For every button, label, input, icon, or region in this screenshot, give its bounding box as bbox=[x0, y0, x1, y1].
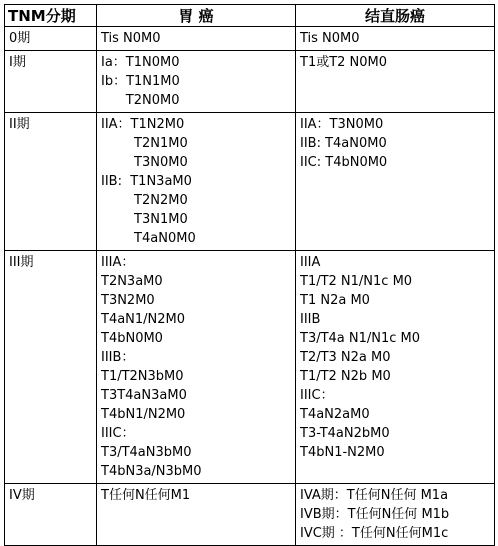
stage-cell bbox=[5, 113, 97, 251]
colorectal-line: IIA：T3N0M0 bbox=[300, 117, 384, 132]
gastric-line: T2N2M0 bbox=[101, 193, 188, 208]
gastric-line: T3N1M0 bbox=[101, 212, 188, 227]
colorectal-line: IIIB bbox=[300, 312, 321, 327]
gastric-line: IIB: T1N3aM0 bbox=[101, 174, 192, 189]
tnm-staging-table bbox=[4, 4, 495, 546]
colorectal-line: T2/T3 N2a M0 bbox=[300, 350, 391, 365]
gastric-line: T4aN0M0 bbox=[101, 231, 196, 246]
colorectal-line: T3/T4a N1/N1c M0 bbox=[300, 331, 421, 346]
colorectal-line: IVB期：T任何N任何 M1b bbox=[300, 507, 450, 522]
gastric-line: T3T4aN3aM0 bbox=[101, 388, 187, 403]
gastric-line: IIIC： bbox=[101, 426, 135, 441]
gastric-line: Ib：T1N1M0 bbox=[101, 74, 180, 89]
colorectal-line: T3-T4aN2bM0 bbox=[300, 426, 390, 441]
colorectal-line: T1或T2 N0M0 bbox=[300, 55, 388, 70]
stage-cell bbox=[5, 51, 97, 113]
colorectal-line: IIC: T4bN0M0 bbox=[300, 155, 388, 170]
gastric-cell bbox=[97, 51, 296, 113]
gastric-line: Ia：T1N0M0 bbox=[101, 55, 180, 70]
header-row bbox=[5, 5, 495, 27]
colorectal-line: IIIC： bbox=[300, 388, 334, 403]
table-row bbox=[5, 251, 495, 484]
gastric-line: T2N3aM0 bbox=[101, 274, 163, 289]
gastric-cell bbox=[97, 251, 296, 484]
gastric-line: T4bN3a/N3bM0 bbox=[101, 464, 202, 479]
header-gastric: 胃 癌 bbox=[97, 5, 296, 27]
colorectal-cell bbox=[296, 251, 495, 484]
table-row bbox=[5, 27, 495, 51]
stage-label: II期 bbox=[9, 117, 30, 132]
gastric-line: T2N0M0 bbox=[101, 93, 180, 108]
gastric-line: T1/T2N3bM0 bbox=[101, 369, 184, 384]
gastric-cell bbox=[97, 27, 296, 51]
gastric-line: IIIA： bbox=[101, 255, 135, 270]
colorectal-line: T1/T2 N1/N1c M0 bbox=[300, 274, 413, 289]
stage-label: IV期 bbox=[9, 488, 35, 503]
stage-cell bbox=[5, 27, 97, 51]
table-row bbox=[5, 484, 495, 546]
stage-label: 0期 bbox=[9, 31, 31, 46]
colorectal-cell bbox=[296, 27, 495, 51]
colorectal-line: IIB: T4aN0M0 bbox=[300, 136, 387, 151]
gastric-line: T4bN1/N2M0 bbox=[101, 407, 186, 422]
gastric-line: T3N2M0 bbox=[101, 293, 155, 308]
colorectal-line: IIIA bbox=[300, 255, 321, 270]
colorectal-line: Tis N0M0 bbox=[300, 31, 360, 46]
colorectal-cell bbox=[296, 113, 495, 251]
colorectal-line: T4aN2aM0 bbox=[300, 407, 370, 422]
stage-cell bbox=[5, 251, 97, 484]
gastric-line: T2N1M0 bbox=[101, 136, 188, 151]
gastric-line: IIA：T1N2M0 bbox=[101, 117, 185, 132]
gastric-cell bbox=[97, 113, 296, 251]
header-colorectal: 结直肠癌 bbox=[296, 5, 495, 27]
gastric-cell bbox=[97, 484, 296, 546]
gastric-line: T3/T4aN3bM0 bbox=[101, 445, 192, 460]
stage-label: III期 bbox=[9, 255, 34, 270]
header-stage: TNM分期 bbox=[5, 5, 97, 27]
colorectal-line: T1/T2 N2b M0 bbox=[300, 369, 391, 384]
colorectal-line: T4bN1-N2M0 bbox=[300, 445, 385, 460]
table-row bbox=[5, 51, 495, 113]
colorectal-cell bbox=[296, 484, 495, 546]
colorectal-cell bbox=[296, 51, 495, 113]
colorectal-line: T1 N2a M0 bbox=[300, 293, 370, 308]
gastric-line: Tis N0M0 bbox=[101, 31, 161, 46]
table-row bbox=[5, 113, 495, 251]
colorectal-line: IVA期：T任何N任何 M1a bbox=[300, 488, 449, 503]
gastric-line: T4bN0M0 bbox=[101, 331, 163, 346]
colorectal-line: IVC期 ：T任何N任何M1c bbox=[300, 526, 449, 541]
table-body bbox=[5, 27, 495, 546]
gastric-line: IIIB： bbox=[101, 350, 135, 365]
gastric-line: T4aN1/N2M0 bbox=[101, 312, 186, 327]
gastric-line: T任何N任何M1 bbox=[101, 488, 191, 503]
stage-cell bbox=[5, 484, 97, 546]
stage-label: I期 bbox=[9, 55, 26, 70]
gastric-line: T3N0M0 bbox=[101, 155, 188, 170]
